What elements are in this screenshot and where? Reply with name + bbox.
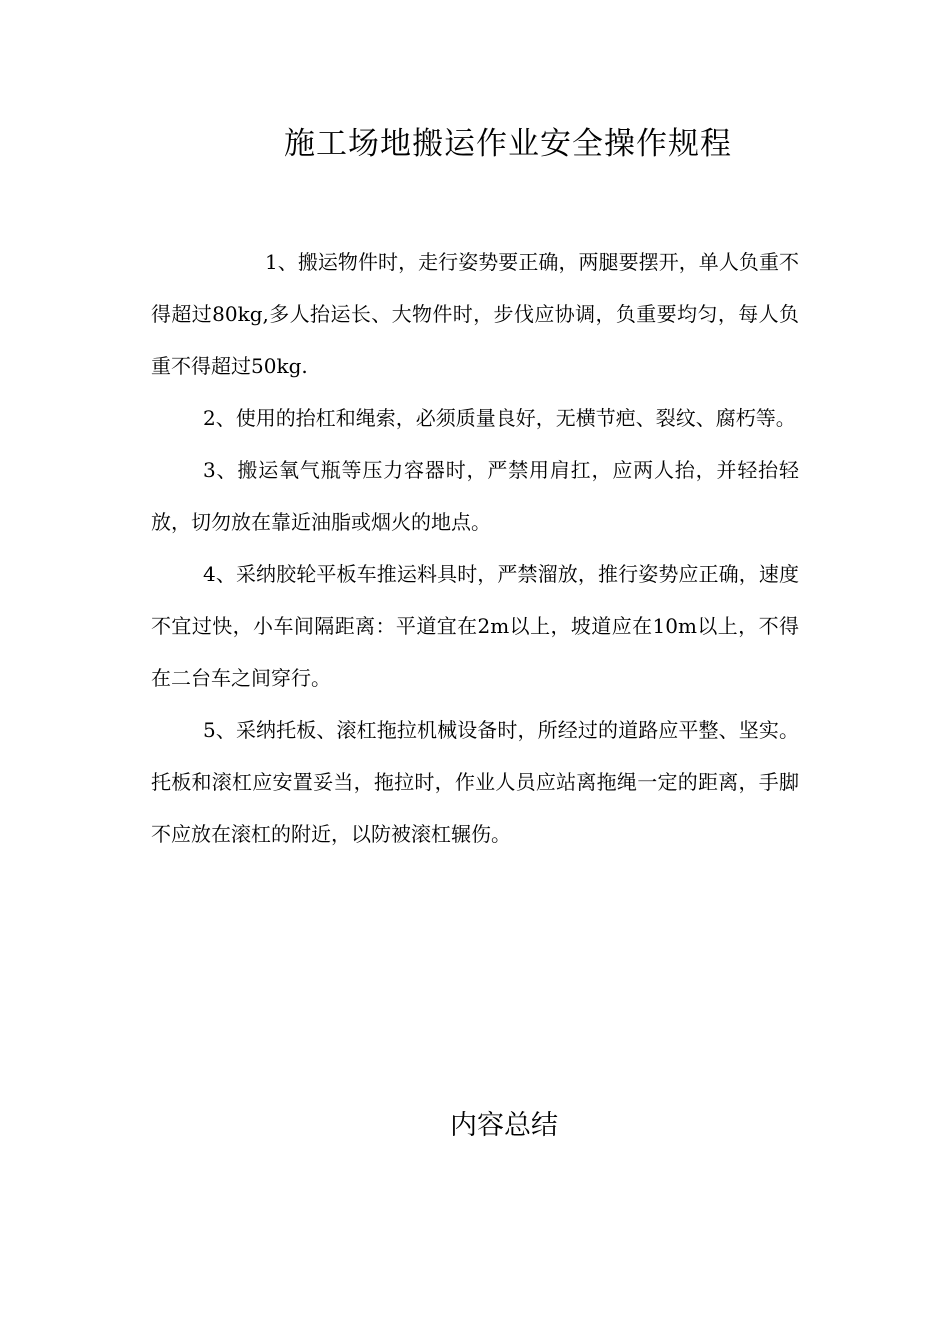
paragraph-1: 1、搬运物件时，走行姿势要正确，两腿要摆开，单人负重不得超过80kg,多人抬运长、大物件时，步伐应协调，负重要均匀，每人负重不得超过50kg. [151, 250, 799, 378]
paragraph-5: 5、采纳托板、滚杠拖拉机械设备时，所经过的道路应平整、坚实。托板和滚杠应安置妥当，拖拉时，作业人员应站离拖绳一定的距离，手脚不应放在滚杠的附近，以防被滚杠辗伤。 [151, 718, 799, 846]
document-body [151, 236, 799, 860]
paragraph-4: 4、采纳胶轮平板车推运料具时，严禁溜放，推行姿势应正确，速度不宜过快，小车间隔距离：平道宜在2m以上，坡道应在10m以上，不得在二台车之间穿行。 [151, 562, 799, 690]
summary-heading: 内容总结 [450, 1110, 558, 1141]
document-title: 施工场地搬运作业安全操作规程 [284, 126, 732, 162]
paragraph-3: 3、搬运氧气瓶等压力容器时，严禁用肩扛，应两人抬，并轻抬轻放，切勿放在靠近油脂或烟火的地点。 [151, 458, 799, 534]
paragraph-2: 2、使用的抬杠和绳索，必须质量良好，无横节疤、裂纹、腐朽等。 [203, 406, 796, 430]
